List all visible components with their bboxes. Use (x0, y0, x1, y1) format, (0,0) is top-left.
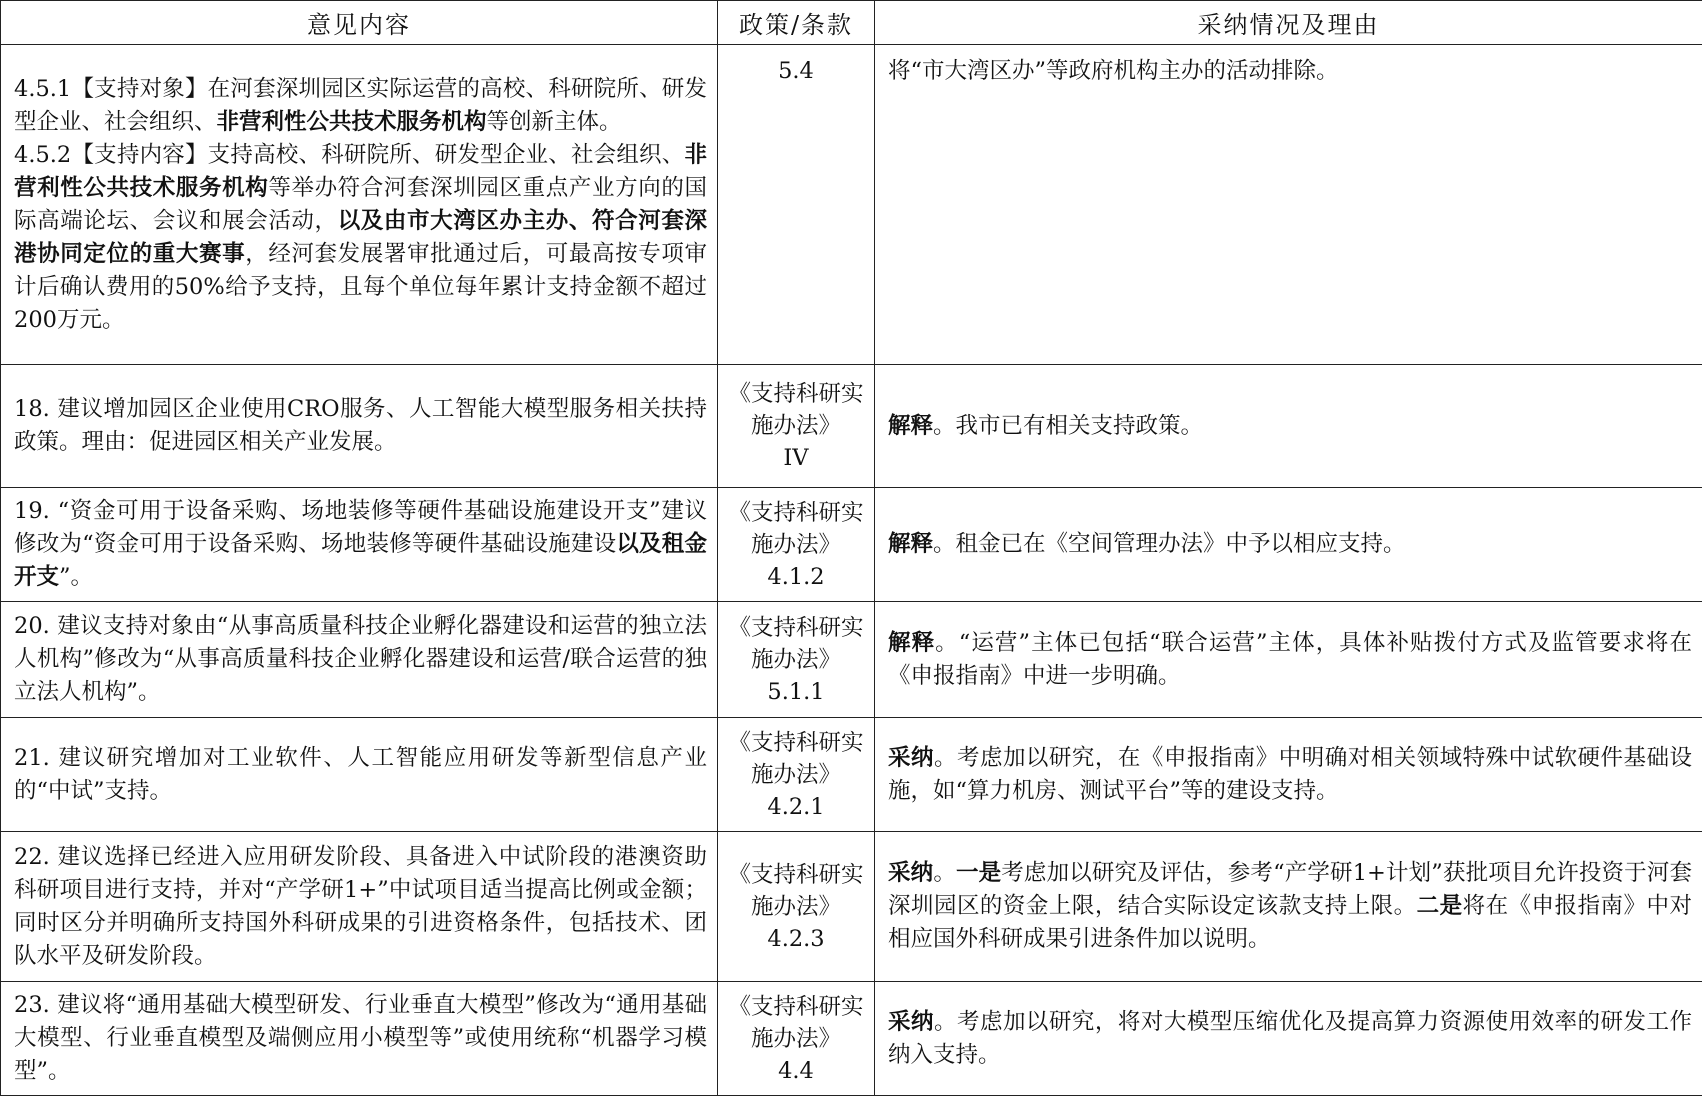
policy-clause: 4.2.1 (767, 794, 824, 820)
policy-clause: IV (783, 445, 808, 471)
policy-cell (718, 488, 875, 602)
table-row (1, 718, 1702, 832)
policy-clause: 4.1.2 (767, 564, 824, 590)
opinion-paragraph: 4.5.1【支持对象】在河套深圳园区实际运营的高校、科研院所、研发型企业、社会组织、非营利性公共技术服务机构等创新主体。 (14, 73, 707, 139)
policy-cell (718, 718, 875, 832)
reply-cell: 解释。我市已有相关支持政策。 (875, 365, 1702, 488)
reply-cell: 解释。“运营”主体已包括“联合运营”主体，具体补贴拨付方式及监管要求将在《申报指南》中进一步明确。 (875, 602, 1702, 718)
table-row (1, 602, 1702, 718)
policy-clause: 4.2.3 (767, 926, 824, 952)
header-reply: 采纳情况及理由 (875, 1, 1702, 45)
opinion-cell: 20. 建议支持对象由“从事高质量科技企业孵化器建设和运营的独立法人机构”修改为“从事高质量科技企业孵化器建设和运营/联合运营的独立法人机构”。 (1, 602, 718, 718)
reply-cell: 采纳。考虑加以研究，将对大模型压缩优化及提高算力资源使用效率的研发工作纳入支持。 (875, 982, 1702, 1096)
policy-name: 《支持科研实施办法》 (728, 500, 863, 558)
policy-name: 《支持科研实施办法》 (728, 615, 863, 673)
opinion-cell: 22. 建议选择已经进入应用研发阶段、具备进入中试阶段的港澳资助科研项目进行支持，并对“产学研1+”中试项目适当提高比例或金额；同时区分并明确所支持国外科研成果的引进资格条件，包括技术、团队水平及研发阶段。 (1, 832, 718, 982)
reply-cell: 解释。租金已在《空间管理办法》中予以相应支持。 (875, 488, 1702, 602)
table-row (1, 488, 1702, 602)
reply-cell: 采纳。一是考虑加以研究及评估，参考“产学研1+计划”获批项目允许投资于河套深圳园区的资金上限，结合实际设定该款支持上限。二是将在《申报指南》中对相应国外科研成果引进条件加以说明。 (875, 832, 1702, 982)
policy-clause: 5.1.1 (767, 679, 824, 705)
policy-cell (718, 602, 875, 718)
opinion-cell: 18. 建议增加园区企业使用CRO服务、人工智能大模型服务相关扶持政策。理由：促进园区相关产业发展。 (1, 365, 718, 488)
policy-cell (718, 982, 875, 1096)
opinion-cell: 19. “资金可用于设备采购、场地装修等硬件基础设施建设开支”建议修改为“资金可用于设备采购、场地装修等硬件基础设施建设以及租金开支”。 (1, 488, 718, 602)
table-row (1, 982, 1702, 1096)
policy-name: 《支持科研实施办法》 (728, 730, 863, 788)
opinion-cell: 23. 建议将“通用基础大模型研发、行业垂直大模型”修改为“通用基础大模型、行业垂直模型及端侧应用小模型等”或使用统称“机器学习模型”。 (1, 982, 718, 1096)
opinion-cell: 21. 建议研究增加对工业软件、人工智能应用研发等新型信息产业的“中试”支持。 (1, 718, 718, 832)
policy-cell (718, 365, 875, 488)
opinion-paragraph: 4.5.2【支持内容】支持高校、科研院所、研发型企业、社会组织、非营利性公共技术服务机构等举办符合河套深圳园区重点产业方向的国际高端论坛、会议和展会活动，以及由市大湾区办主办、符合河套深港协同定位的重大赛事，经河套发展署审批通过后，可最高按专项审计后确认费用的50%给予支持，且每个单位每年累计支持金额不超过200万元。 (14, 139, 707, 337)
table-row (1, 832, 1702, 982)
policy-name: 《支持科研实施办法》 (728, 862, 863, 920)
policy-name: 《支持科研实施办法》 (728, 994, 863, 1052)
reply-cell: 将“市大湾区办”等政府机构主办的活动排除。 (875, 45, 1702, 365)
reply-cell: 采纳。考虑加以研究，在《申报指南》中明确对相关领域特殊中试软硬件基础设施，如“算力机房、测试平台”等的建设支持。 (875, 718, 1702, 832)
table-row (1, 365, 1702, 488)
opinion-cell (1, 45, 718, 365)
policy-cell (718, 45, 875, 365)
policy-cell (718, 832, 875, 982)
header-opinion: 意见内容 (1, 1, 718, 45)
policy-clause: 4.4 (778, 1058, 814, 1084)
header-policy: 政策/条款 (718, 1, 875, 45)
table-header-row (1, 1, 1702, 45)
policy-clause: 5.4 (778, 58, 814, 84)
table-row (1, 45, 1702, 365)
policy-name: 《支持科研实施办法》 (728, 381, 863, 439)
